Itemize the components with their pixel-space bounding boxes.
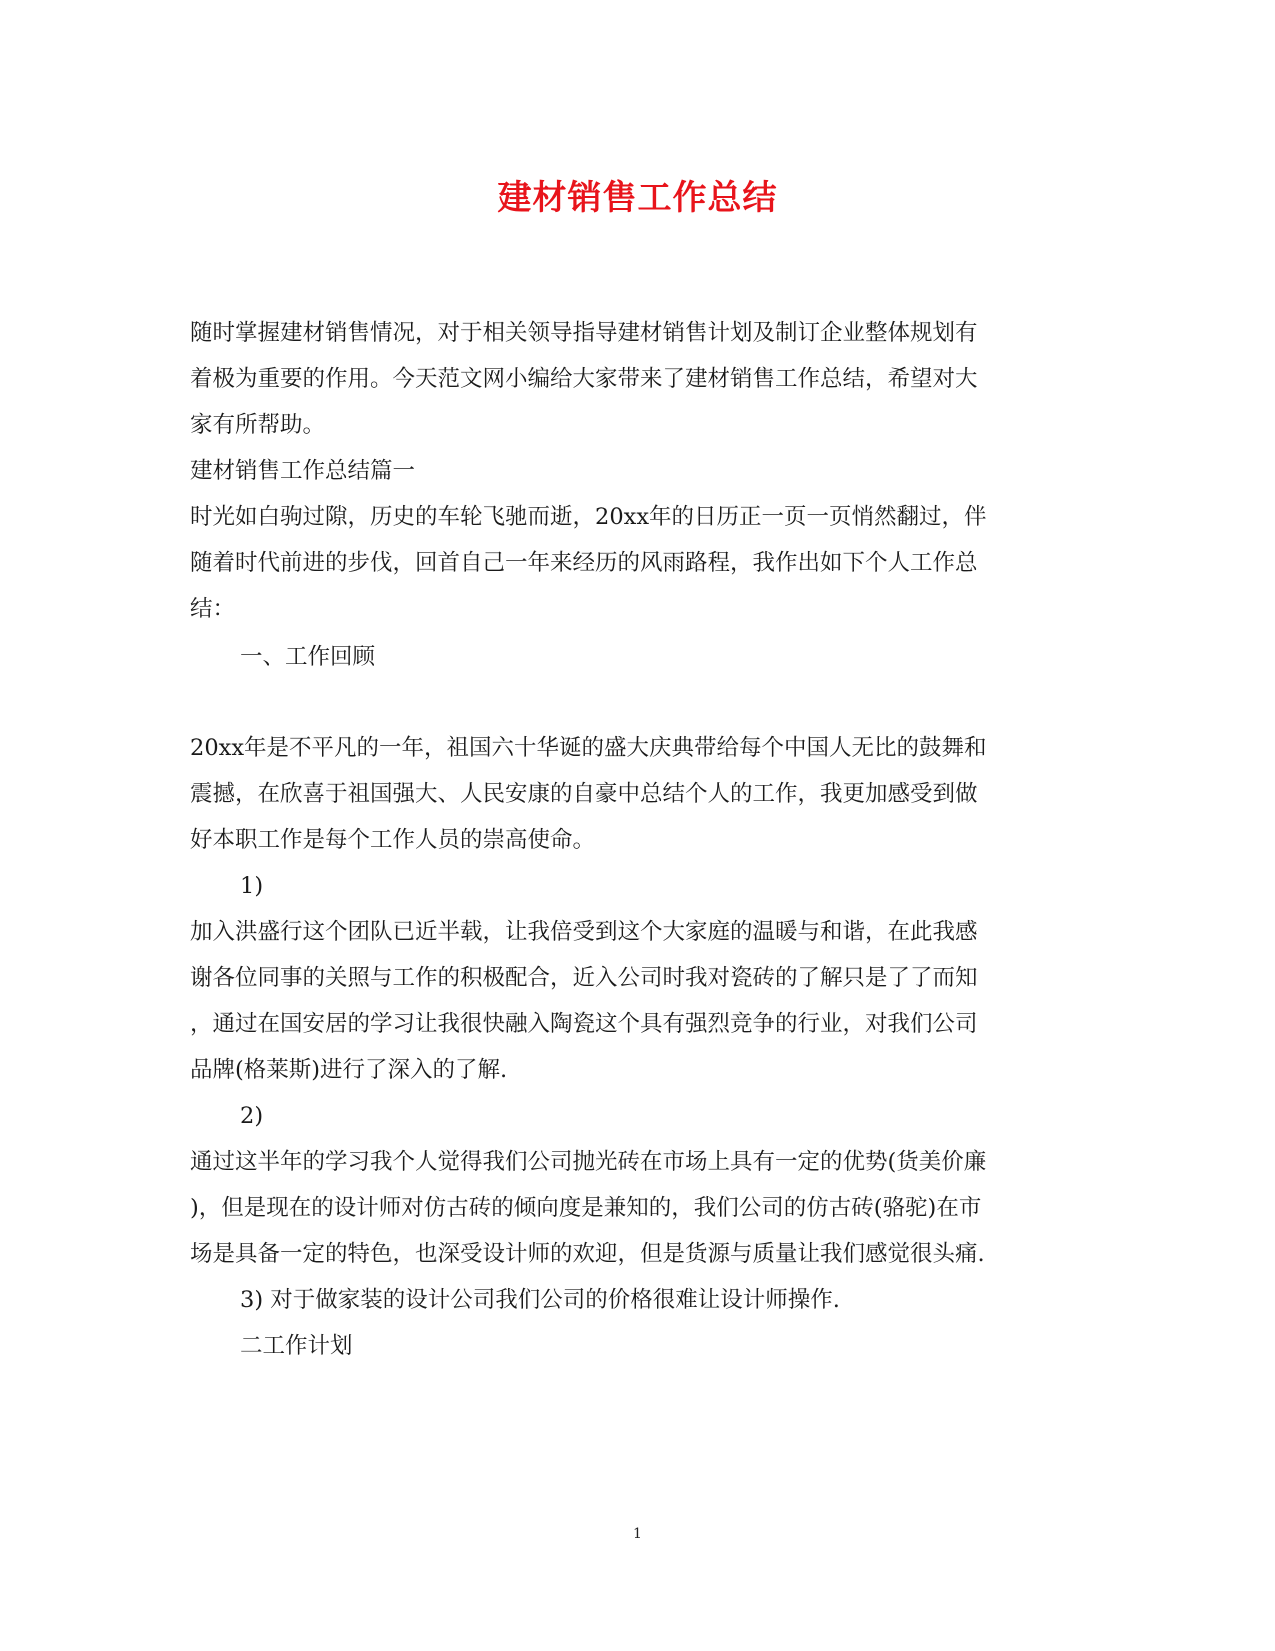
section-heading: 建材销售工作总结篇一 bbox=[190, 458, 416, 484]
intro-line-1: 随时掌握建材销售情况，对于相关领导指导建材销售计划及制订企业整体规划有 bbox=[190, 320, 978, 346]
item-number-2: 2) bbox=[240, 1103, 264, 1129]
paragraph-line: )，但是现在的设计师对仿古砖的倾向度是兼知的，我们公司的仿古砖(骆驼)在市 bbox=[190, 1195, 982, 1221]
document-title: 建材销售工作总结 bbox=[497, 178, 778, 218]
paragraph-line: 好本职工作是每个工作人员的崇高使命。 bbox=[190, 827, 596, 853]
paragraph-line: 通过这半年的学习我个人觉得我们公司抛光砖在市场上具有一定的优势(货美价廉 bbox=[190, 1149, 987, 1175]
paragraph-line: 场是具备一定的特色，也深受设计师的欢迎，但是货源与质量让我们感觉很头痛. bbox=[190, 1241, 985, 1267]
paragraph-line: 随着时代前进的步伐，回首自己一年来经历的风雨路程，我作出如下个人工作总 bbox=[190, 550, 978, 576]
page-number: 1 bbox=[633, 1526, 642, 1542]
paragraph-line: 震撼，在欣喜于祖国强大、人民安康的自豪中总结个人的工作，我更加感受到做 bbox=[190, 781, 978, 807]
item-3: 3) 对于做家装的设计公司我们公司的价格很难让设计师操作. bbox=[240, 1287, 840, 1313]
item-number-1: 1) bbox=[240, 873, 264, 899]
paragraph-line: 谢各位同事的关照与工作的积极配合，近入公司时我对瓷砖的了解只是了了而知 bbox=[190, 965, 978, 991]
subheading-work-plan: 二工作计划 bbox=[240, 1333, 353, 1359]
paragraph-line: 加入洪盛行这个团队已近半载，让我倍受到这个大家庭的温暖与和谐，在此我感 bbox=[190, 919, 978, 945]
intro-line-2: 着极为重要的作用。今天范文网小编给大家带来了建材销售工作总结，希望对大 bbox=[190, 366, 978, 392]
paragraph-line: 品牌(格莱斯)进行了深入的了解. bbox=[190, 1057, 508, 1083]
paragraph-line: 结： bbox=[190, 596, 236, 622]
intro-line-3: 家有所帮助。 bbox=[190, 412, 326, 438]
paragraph-line: 20xx年是不平凡的一年，祖国六十华诞的盛大庆典带给每个中国人无比的鼓舞和 bbox=[190, 735, 987, 761]
paragraph-line: 时光如白驹过隙，历史的车轮飞驰而逝，20xx年的日历正一页一页悄然翻过，伴 bbox=[190, 504, 987, 530]
paragraph-line: ，通过在国安居的学习让我很快融入陶瓷这个具有强烈竞争的行业，对我们公司 bbox=[190, 1011, 978, 1037]
subheading-work-review: 一、工作回顾 bbox=[240, 644, 376, 670]
